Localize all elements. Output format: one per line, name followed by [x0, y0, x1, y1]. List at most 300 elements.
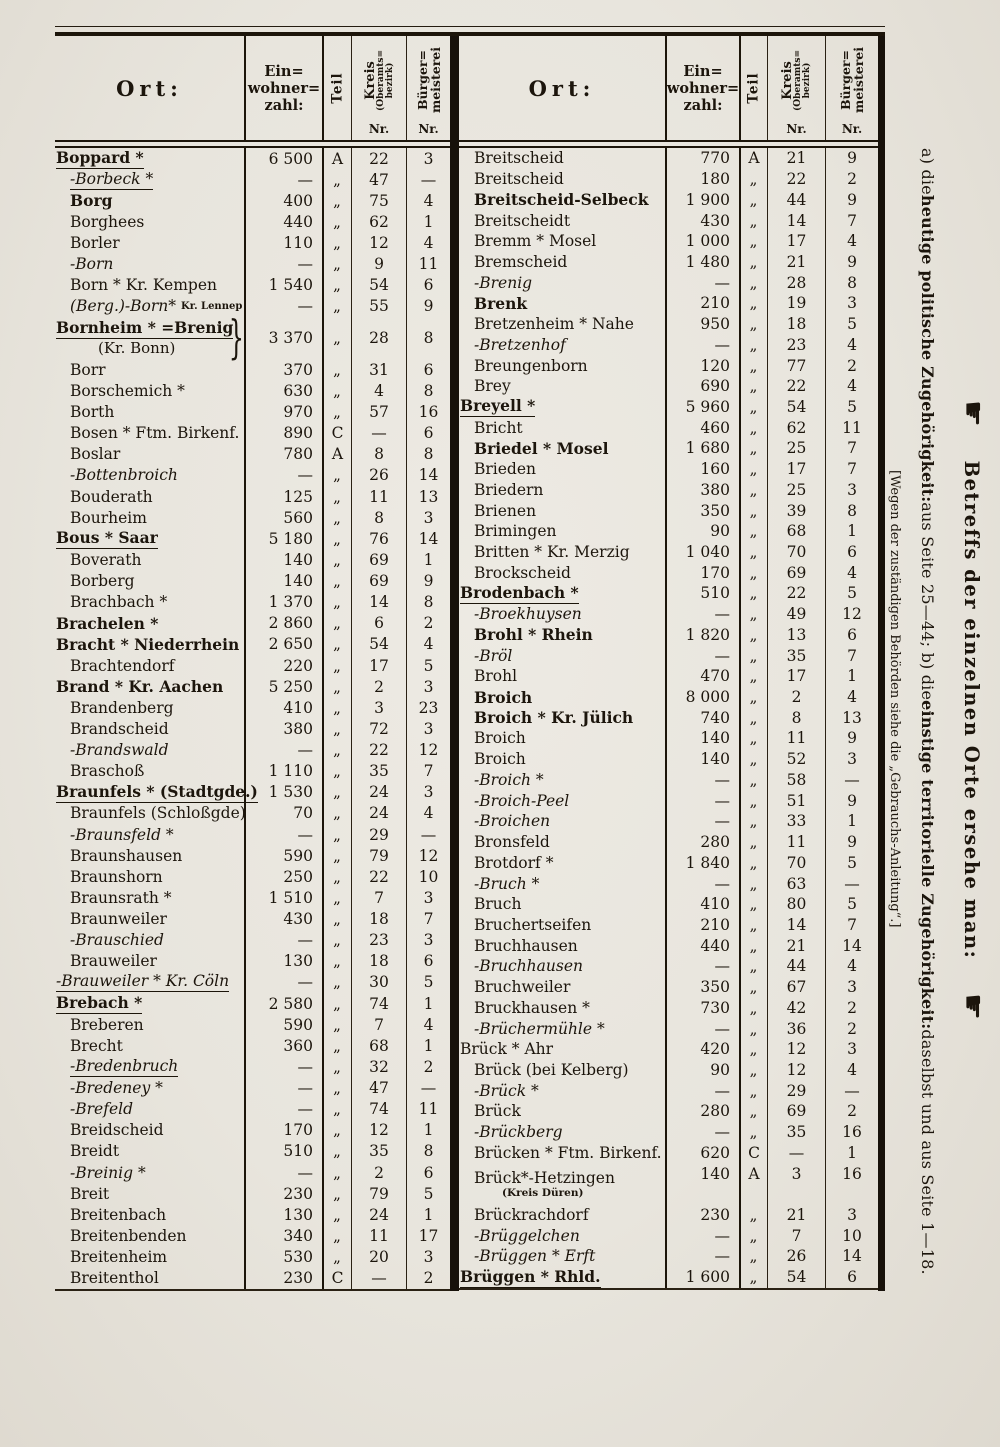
teil-value — [324, 1078, 352, 1099]
population — [667, 604, 741, 625]
place-cell — [55, 380, 246, 401]
table-row — [55, 1268, 450, 1289]
kreis-nr — [352, 887, 407, 908]
table-row — [55, 380, 450, 401]
population — [246, 190, 324, 211]
kreis-nr-text: 47 — [369, 170, 389, 189]
population-text: 140 — [700, 750, 730, 769]
table-row — [459, 148, 878, 169]
buergermeisterei-nr — [407, 972, 450, 993]
teil-value — [324, 148, 352, 169]
buergermeisterei-nr — [826, 231, 878, 252]
buergermeisterei-nr-text: 5 — [423, 656, 434, 675]
place-name: Borr — [70, 360, 106, 379]
kreis-nr — [768, 189, 826, 210]
header-einwohnerzahl — [246, 36, 324, 140]
population-text: 90 — [710, 522, 730, 541]
teil-value-text: „ — [333, 529, 342, 548]
table-row — [55, 275, 450, 296]
kreis-nr-text: 23 — [369, 931, 389, 950]
einwohner-line1: Ein= — [264, 62, 304, 80]
kreis-nr-text: 8 — [791, 708, 802, 727]
buergermeisterei-nr-text: — — [420, 825, 437, 844]
place-cell — [459, 1039, 667, 1060]
population-text: 1 110 — [268, 762, 313, 781]
place-name: -Brenig — [474, 273, 533, 292]
kreis-nr-text: 69 — [786, 1102, 807, 1121]
kreis-nr — [352, 824, 407, 845]
population — [667, 480, 741, 501]
population-text: 780 — [283, 445, 313, 464]
population-text: — — [297, 825, 313, 844]
teil-value-text: „ — [749, 667, 759, 686]
table-row — [55, 1078, 450, 1099]
buergermeisterei-nr — [826, 956, 878, 977]
place-name: Bronsfeld — [474, 833, 550, 852]
population — [667, 210, 741, 231]
teil-value-text: „ — [333, 762, 342, 781]
place-cell — [459, 334, 667, 355]
teil-value — [324, 317, 352, 359]
place-name: Bracht * Niederrhein — [56, 634, 240, 654]
population-text: 970 — [283, 403, 313, 422]
teil-value — [741, 459, 768, 480]
population-text: 140 — [700, 729, 730, 748]
kreis-nr — [352, 845, 407, 866]
teil-value-text: „ — [749, 584, 759, 603]
teil-value — [324, 190, 352, 211]
table-row — [459, 645, 878, 666]
population — [667, 1122, 741, 1143]
teil-value — [741, 583, 768, 604]
place-cell — [55, 1056, 246, 1077]
teil-value-text: „ — [333, 1100, 342, 1119]
teil-value-text: A — [331, 149, 344, 168]
place-cell — [459, 604, 667, 625]
buergermeisterei-nr — [826, 438, 878, 459]
table-row — [459, 707, 878, 728]
population-text: 280 — [700, 833, 730, 852]
teil-value — [741, 210, 768, 231]
place-cell — [55, 1141, 246, 1162]
buergermeisterei-nr-text: 6 — [423, 424, 434, 443]
kreis-nr — [352, 444, 407, 465]
population-text: 420 — [700, 1040, 730, 1059]
buergermeisterei-nr-text: 3 — [847, 750, 857, 769]
place-cell — [55, 1035, 246, 1056]
table-row — [459, 728, 878, 749]
buergermeisterei-nr — [407, 634, 450, 655]
table-row — [459, 1018, 878, 1039]
kreis-nr — [768, 521, 826, 542]
kreis-nr-text: — — [371, 1269, 387, 1288]
place-name: Breitenbach — [70, 1205, 167, 1224]
place-cell — [459, 1101, 667, 1122]
place-name: -Breinig * — [70, 1163, 146, 1182]
population — [246, 549, 324, 570]
population — [246, 592, 324, 613]
kreis-nr — [768, 997, 826, 1018]
place-name: Bornheim * =Brenig — [56, 318, 234, 338]
population-text: 1 540 — [268, 276, 313, 295]
teil-value-text: „ — [333, 572, 342, 591]
place-name: -Bruchhausen — [474, 957, 583, 976]
place-name: Brand * Kr. Aachen — [56, 677, 224, 697]
table-row — [459, 852, 878, 873]
buergermeisterei-nr-text: 9 — [847, 149, 857, 168]
population-text: — — [714, 646, 730, 665]
buergermeisterei-nr-text: 6 — [423, 1163, 434, 1182]
place-cell — [55, 1204, 246, 1225]
population — [246, 1204, 324, 1225]
population — [246, 866, 324, 887]
teil-value — [324, 1099, 352, 1120]
teil-value-text: „ — [749, 895, 759, 914]
place-cell — [55, 972, 246, 993]
table-row — [55, 782, 450, 803]
place-cell — [459, 852, 667, 873]
table-row — [55, 549, 450, 570]
kreis-nr — [352, 549, 407, 570]
teil-value-text: „ — [333, 952, 342, 971]
place-name: -Bredenbruch — [70, 1056, 179, 1075]
population-text: 590 — [283, 846, 313, 865]
teil-value — [324, 444, 352, 465]
buergermeisterei-nr-text: 9 — [847, 190, 857, 209]
buergermeisterei-nr — [407, 402, 450, 423]
kreis-nr-text: 21 — [786, 936, 807, 955]
teil-value-text: „ — [749, 315, 759, 334]
population — [246, 676, 324, 697]
population — [667, 148, 741, 169]
kreis-nr-text: 26 — [786, 1247, 807, 1266]
teil-value — [324, 1225, 352, 1246]
buergermeisterei-nr — [826, 666, 878, 687]
population — [667, 790, 741, 811]
place-cell — [55, 233, 246, 254]
buergermeisterei-nr-text: 7 — [423, 762, 434, 781]
buergermeisterei-nr — [826, 873, 878, 894]
teil-value-text: A — [748, 1165, 760, 1184]
place-cell — [55, 845, 246, 866]
buergermeisterei-nr — [826, 583, 878, 604]
kreis-nr-text: 9 — [374, 255, 384, 274]
kreis-nr — [768, 500, 826, 521]
kreis-nr-text: 2 — [791, 688, 802, 707]
kreis-nr — [352, 1268, 407, 1289]
kreis-nr-text: 17 — [369, 656, 389, 675]
teil-value-text: „ — [333, 656, 342, 675]
place-cell — [459, 376, 667, 397]
population-text: 8 000 — [685, 688, 730, 707]
buergermeisterei-nr — [407, 1120, 450, 1141]
teil-value-text: „ — [749, 211, 759, 230]
buergermeisterei-nr-text: 4 — [847, 1060, 857, 1079]
teil-label: Teil — [746, 72, 762, 104]
table-row — [459, 1143, 878, 1164]
place-name: Brebach * — [56, 993, 143, 1013]
table-row — [55, 1120, 450, 1141]
buergermeisterei-nr — [407, 782, 450, 803]
population — [246, 634, 324, 655]
table-row — [459, 749, 878, 770]
buergermeisterei-nr — [826, 272, 878, 293]
table-row — [459, 189, 878, 210]
teil-value-text: „ — [749, 770, 759, 789]
kreis-nr — [768, 977, 826, 998]
population-text: 630 — [283, 381, 313, 400]
buergermeisterei-nr-text: 9 — [423, 572, 434, 591]
population-text: 590 — [283, 1015, 313, 1034]
margin-note-segment: aus Seite 25—44; b) die — [918, 502, 938, 701]
population — [246, 909, 324, 930]
table-row — [55, 571, 450, 592]
kreis-nr-text: 52 — [786, 750, 807, 769]
kreis-nr-text: 14 — [786, 915, 807, 934]
place-cell — [459, 977, 667, 998]
buergermeisterei-nr — [826, 542, 878, 563]
kreis-nr-text: 23 — [786, 335, 807, 354]
place-name: Brotdorf * — [474, 853, 554, 872]
place-name: Breitscheid — [474, 149, 564, 168]
place-name: Brimingen — [474, 522, 557, 541]
header-divider-rule — [55, 140, 450, 148]
buergermeisterei-nr — [826, 645, 878, 666]
table-row — [55, 592, 450, 613]
teil-value — [324, 254, 352, 275]
kreis-nr — [352, 169, 407, 190]
teil-value-text: „ — [333, 867, 342, 886]
population — [667, 956, 741, 977]
table-row — [459, 459, 878, 480]
kreis-nr-text: 6 — [374, 614, 384, 633]
buergermeisterei-nr-text: 23 — [418, 698, 439, 717]
kreis-nr — [768, 645, 826, 666]
place-name: Brauweiler — [70, 952, 157, 971]
kreis-nr-text: 12 — [369, 1121, 389, 1140]
teil-value — [741, 1101, 768, 1122]
place-cell — [55, 634, 246, 655]
buergermeisterei-nr — [826, 770, 878, 791]
kreis-nr-text: 19 — [786, 294, 807, 313]
place-name: Borth — [70, 403, 115, 422]
buergermeisterei-nr — [407, 613, 450, 634]
kreis-nr — [768, 459, 826, 480]
table-row — [459, 376, 878, 397]
teil-value — [324, 296, 352, 317]
population-text: 560 — [283, 508, 313, 527]
population-text: 5 960 — [685, 397, 730, 416]
buergermeisterei-nr — [407, 233, 450, 254]
kreis-nr-text: 79 — [369, 1184, 389, 1203]
place-name: Bosen * Ftm. Birkenf. — [70, 424, 240, 443]
kreis-nr — [768, 562, 826, 583]
kreis-nr — [352, 1078, 407, 1099]
population-text: 380 — [700, 480, 730, 499]
table-row — [459, 1225, 878, 1246]
kreis-nr — [768, 749, 826, 770]
buergermeisterei-nr-text: 14 — [418, 529, 439, 548]
population-text: — — [714, 812, 730, 831]
teil-value — [741, 417, 768, 438]
place-cell — [459, 314, 667, 335]
table-row — [459, 1163, 878, 1204]
margin-behoerden-text: [Wegen der zuständigen Behörden siehe die „Gebrauchs-Anleitung“.] — [887, 470, 902, 928]
teil-value — [324, 909, 352, 930]
kreis-nr-text: 74 — [369, 1100, 389, 1119]
header-ort — [55, 36, 246, 140]
population-text: — — [297, 1100, 313, 1119]
buergermeisterei-nr-text: 9 — [847, 833, 857, 852]
population-text: 470 — [700, 667, 730, 686]
margin-betreffs-text: Betreffs der einzelnen Orte ersehe man: — [960, 460, 984, 960]
teil-value — [741, 252, 768, 273]
buergermeisterei-nr-text: 5 — [847, 584, 857, 603]
buergermeisterei-nr — [407, 571, 450, 592]
teil-value — [741, 770, 768, 791]
kreis-nr — [768, 334, 826, 355]
population — [246, 761, 324, 782]
kreis-nr — [352, 148, 407, 169]
population-text: 370 — [283, 360, 313, 379]
kreis-nr — [352, 275, 407, 296]
place-name: -Brauschied — [70, 931, 164, 950]
kreis-nr — [768, 790, 826, 811]
place-name: Brenk — [474, 293, 528, 313]
buergermeisterei-nr — [407, 866, 450, 887]
kreis-nr — [352, 359, 407, 380]
place-cell — [55, 211, 246, 232]
kreis-nr-text: 25 — [786, 439, 807, 458]
teil-value-text: „ — [749, 397, 759, 416]
place-name: Breidt — [70, 1142, 120, 1161]
header-teil — [324, 36, 352, 140]
kreis-nr — [768, 1039, 826, 1060]
teil-value-text: „ — [749, 915, 759, 934]
place-name: -Brüchermühle * — [474, 1019, 605, 1038]
teil-value-text: „ — [749, 1247, 759, 1266]
place-cell — [55, 275, 246, 296]
place-name: Briedern — [474, 480, 544, 499]
kreis-nr — [768, 1018, 826, 1039]
teil-value-text: „ — [749, 957, 759, 976]
teil-value — [741, 148, 768, 169]
population-text: 180 — [700, 170, 730, 189]
buergermeisterei-nr — [407, 1225, 450, 1246]
buergermeisterei-nr-text: 6 — [423, 360, 434, 379]
buergermeisterei-nr-text: 1 — [423, 550, 434, 569]
population — [246, 254, 324, 275]
buergermeisterei-nr-text: 2 — [847, 170, 857, 189]
population — [246, 380, 324, 401]
population-text: 1 900 — [685, 190, 730, 209]
teil-value-text: „ — [749, 750, 759, 769]
table-row — [459, 521, 878, 542]
place-name: Braunweiler — [70, 910, 167, 929]
population — [246, 972, 324, 993]
place-cell — [55, 1183, 246, 1204]
teil-value — [324, 972, 352, 993]
population — [246, 613, 324, 634]
kreis-nr — [768, 604, 826, 625]
kreis-nr — [352, 571, 407, 592]
place-name: Brienen — [474, 501, 537, 520]
population — [246, 296, 324, 317]
buergermeisterei-nr — [826, 189, 878, 210]
population — [667, 852, 741, 873]
place-cell — [459, 210, 667, 231]
population-text: 350 — [700, 978, 730, 997]
place-cell — [55, 444, 246, 465]
kreis-nr — [768, 1080, 826, 1101]
kreis-nr — [352, 761, 407, 782]
table-row — [55, 444, 450, 465]
table-row — [55, 528, 450, 549]
population — [667, 873, 741, 894]
place-name: -Brück * — [474, 1081, 539, 1100]
margin-note-betreffs — [946, 400, 998, 1020]
kreis-nr — [768, 583, 826, 604]
teil-value-text: „ — [749, 543, 759, 562]
population — [667, 293, 741, 314]
kreis-nr — [352, 613, 407, 634]
place-cell — [55, 909, 246, 930]
table-row — [459, 542, 878, 563]
teil-value-text: „ — [749, 563, 759, 582]
buergermeisterei-nr-text: 7 — [847, 646, 857, 665]
teil-value — [741, 334, 768, 355]
kreis-nr — [352, 1204, 407, 1225]
teil-value — [741, 397, 768, 418]
buergermeisterei-nr — [826, 500, 878, 521]
place-name: Bruch — [474, 895, 522, 914]
population — [667, 666, 741, 687]
table-row — [459, 894, 878, 915]
kreis-nr-text: 17 — [786, 667, 807, 686]
kreis-nr-text: 49 — [786, 605, 807, 624]
place-name: Braunsrath * — [70, 888, 172, 907]
place-cell — [55, 148, 246, 169]
manicule-icon: ☛ — [955, 993, 990, 1020]
place-cell — [459, 873, 667, 894]
population-text: 770 — [700, 149, 730, 168]
population-text: 1 820 — [685, 625, 730, 644]
buergermeisterei-nr — [826, 687, 878, 708]
table-row — [55, 1099, 450, 1120]
buergermeisterei-nr — [407, 930, 450, 951]
place-name: -Bredeney * — [70, 1079, 163, 1098]
kreis-nr — [352, 507, 407, 528]
population — [246, 1120, 324, 1141]
kreis-nr-text: 14 — [369, 593, 389, 612]
kreis-nr — [768, 148, 826, 169]
buergermeisterei-nr — [407, 549, 450, 570]
teil-value-text: „ — [333, 614, 342, 633]
teil-value-text: „ — [749, 874, 759, 893]
table-row — [55, 423, 450, 444]
kreis-nr — [352, 951, 407, 972]
population-text: 410 — [700, 895, 730, 914]
population — [246, 275, 324, 296]
buergermeisterei-nr-text: 7 — [847, 460, 857, 479]
buergermeisterei-nr — [826, 915, 878, 936]
right-table-rows — [459, 148, 878, 1288]
kreis-nr — [352, 233, 407, 254]
teil-value — [324, 233, 352, 254]
buergermeisterei-nr — [826, 749, 878, 770]
kreis-nr-text: 2 — [374, 1163, 384, 1182]
buergermeisterei-nr — [407, 655, 450, 676]
